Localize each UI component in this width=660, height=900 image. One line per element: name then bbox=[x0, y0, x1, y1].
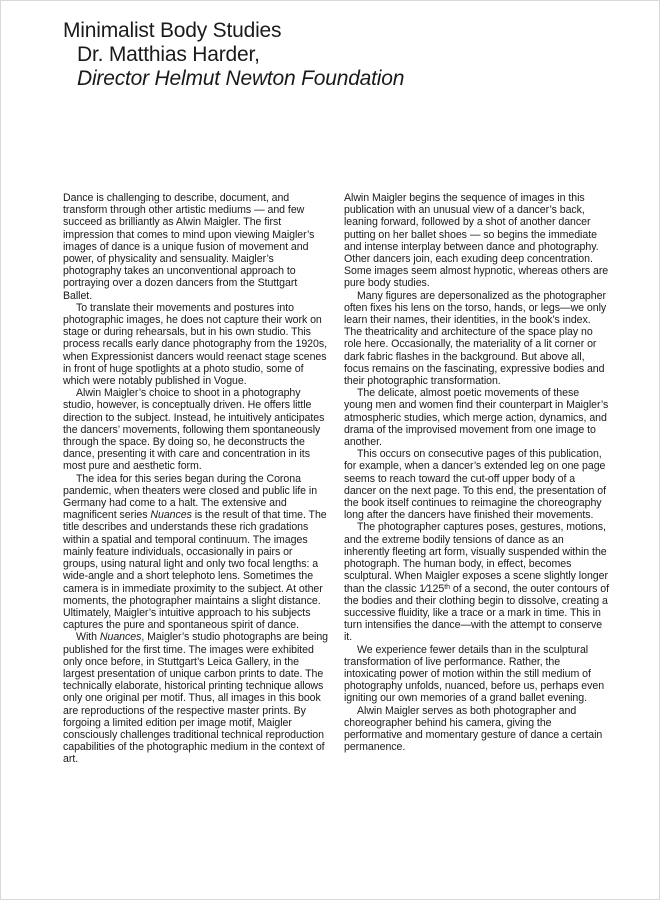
article-header bbox=[63, 19, 623, 91]
paragraph: Alwin Maigler serves as both photographer and choreographer behind his camera, giving the performative and momentary gesture of dance a certain permanence. bbox=[344, 704, 603, 754]
series-title-italic: Nuances bbox=[99, 631, 142, 644]
left-text-column bbox=[63, 192, 329, 766]
series-title-italic: Nuances bbox=[150, 509, 192, 522]
paragraph: We experience fewer details than in the sculptural transformation of live performance. Rather, the intoxicating power of motion within the still medium of photography unfolds, nuanced, before us, perhaps even igniting our own memories of a grand ballet evening. bbox=[344, 643, 605, 705]
paragraph-text: The photographer captures poses, gestures, motions, and the extreme bodily tensions of dance as an inherently fleeting art form, visually suspended within the photograph. The human body, in effect, becomes sculptural. When Maigler exposes a scene slightly longer than the classic bbox=[344, 521, 608, 595]
paragraph-text: With bbox=[76, 631, 100, 644]
article-title: Minimalist Body Studies bbox=[63, 19, 282, 42]
right-text-column bbox=[344, 192, 610, 753]
paragraph: Many figures are depersonalized as the photographer often fixes his lens on the torso, hands, or legs—we only learn their names, their identities, in the book’s index. The theatricality and architecture of the space play no role here. Occasionally, the materiality of a lit corner or dark fabric flashes in the background. But above all, focus remains on the fascinating, expressive bodies and their photographic transformation. bbox=[344, 289, 607, 388]
exposure-fraction: 1⁄125 bbox=[419, 582, 445, 595]
paragraph: Alwin Maigler begins the sequence of images in this publication with an unusual view of a dancer’s back, leaning forward, followed by a shot of another dancer putting on her ballet shoes — so begins the immediate and intense interplay between dance and photography. Other dancers join, each exuding deep concentration. Some images seem almost hypnotic, whereas others are pure body studies. bbox=[344, 192, 609, 290]
paragraph-text: is the result of that time. The title describes and understands these rich gradations within a spatial and temporal continuum. The images mainly feature individuals, occasionally in pairs or groups, using natural light and only two focal lengths: a wide-angle and a short telephoto lens. Sometimes the camera is in immediate proximity to the subject. At other moments, the photographer maintains a slight distance. Ultimately, Maigler’s intuitive approach to his subjects captures the pure and spontaneous spirit of dance. bbox=[63, 509, 327, 632]
paragraph: Alwin Maigler’s choice to shoot in a photography studio, however, is conceptually driven. He offers little direction to the subject. Instead, he intuitively anticipates the dancers’ movements, following them spontaneously through the space. By doing so, he deconstructs the dance, presenting it with care and concentration in its most pure and aesthetic form. bbox=[63, 387, 325, 473]
paragraph-text: The idea for this series began during the Corona pandemic, when theaters were closed and public life in Germany had come to a halt. The extensive and magnificent series bbox=[63, 472, 318, 522]
paragraph-text: , Maigler’s studio photographs are being published for the first time. The images were exhibited only once before, in Stuttgart’s Leica Gallery, in the largest presentation of unique carbon prints to date. The technically elaborate, historical printing technique allows only one original per motif. Thus, all images in this book are reproductions of the respective master prints. By forgoing a limited edition per image motif, Maigler consciously challenges traditional technical reproduction capabilities of the photographic medium in the context of art. bbox=[63, 631, 329, 766]
author-role: Director Helmut Newton Foundation bbox=[77, 67, 405, 90]
fraction-suffix: th bbox=[444, 583, 450, 591]
paragraph bbox=[63, 473, 329, 632]
paragraph: The delicate, almost poetic movements of these young men and women find their counterpart in Maigler’s atmospheric studies, which merge action, dynamics, and drama of the improvised movement from one image to another. bbox=[344, 387, 609, 449]
paragraph: To translate their movements and postures into photographic images, he does not capture their work on stage or during rehearsals, but in his own studio. This process recalls early dance photography from the 1920s, when Expressionist dancers would reenact stage scenes in front of huge spotlights at a photo studio, some of which were notably published in Vogue. bbox=[63, 301, 328, 388]
paragraph: This occurs on consecutive pages of this publication, for example, when a dancer’s extended leg on one page seems to reach toward the cut-off upper body of a dancer on the next page. To this end, the presentation of the book itself continues to reimagine the choreography long after the dancers have finished their movements. bbox=[344, 448, 606, 522]
paragraph bbox=[63, 631, 329, 765]
author-name: Dr. Matthias Harder, bbox=[77, 43, 260, 66]
paragraph: Dance is challenging to describe, document, and transform through other artistic mediums — and few succeed as brilliantly as Alwin Maigler. The first impression that comes to mind upon viewing Maigler’s images of dance is a unique fusion of movement and power, of physicality and sensuality. Maigler’s photography takes an unconventional approach to portraying over a dozen dancers from the Stuttgart Ballet. bbox=[63, 192, 315, 302]
paragraph bbox=[344, 521, 610, 643]
paragraph-text: of a second, the outer contours of the bodies and their clothing begin to dissolve, creating a successive fluidity, like a trace or a mark in time. This in turn intensifies the dance—with the attempt to conserve it. bbox=[344, 582, 609, 644]
